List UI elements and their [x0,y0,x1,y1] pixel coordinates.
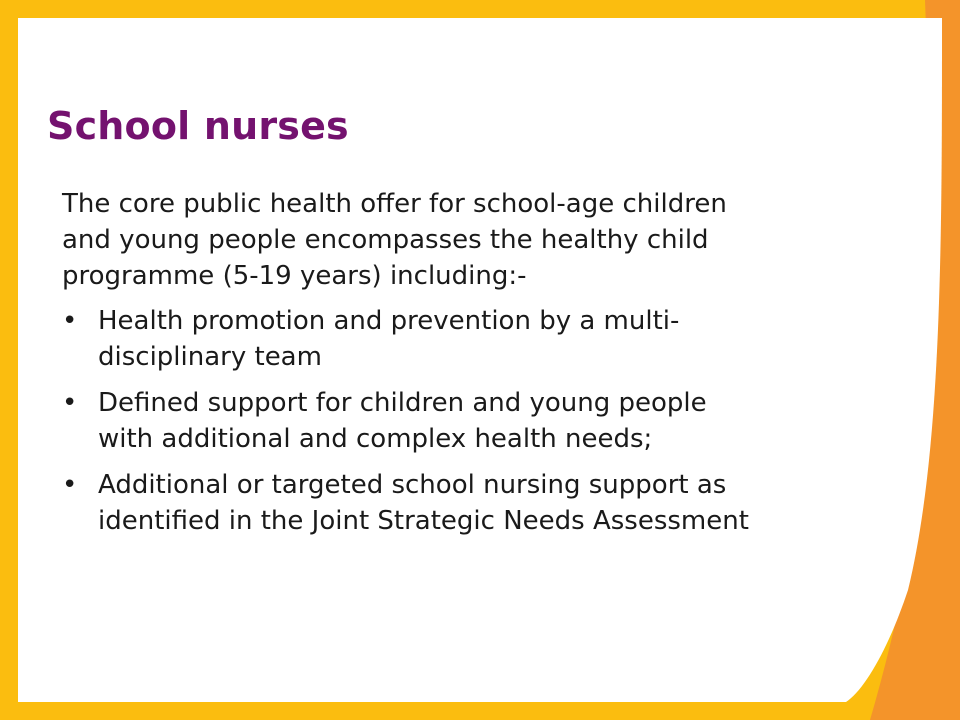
bullet-icon: • [62,306,78,336]
intro-paragraph: The core public health offer for school-age children and young people encompasses the healthy child programme (5-19 years) including:- [62,189,727,291]
bullet-list [62,303,762,539]
bullet-icon: • [62,470,78,500]
page-title: School nurses [47,104,349,148]
list-item [62,467,762,539]
list-item [62,303,762,375]
list-item [62,385,762,457]
bullet-icon: • [62,388,78,418]
bullet-text: Additional or targeted school nursing support as identified in the Joint Strategic Needs Assessment [98,470,749,536]
bullet-text: Defined support for children and young people with additional and complex health needs; [98,388,707,454]
bullet-text: Health promotion and prevention by a multi-disciplinary team [98,306,680,372]
slide-body [62,186,762,549]
